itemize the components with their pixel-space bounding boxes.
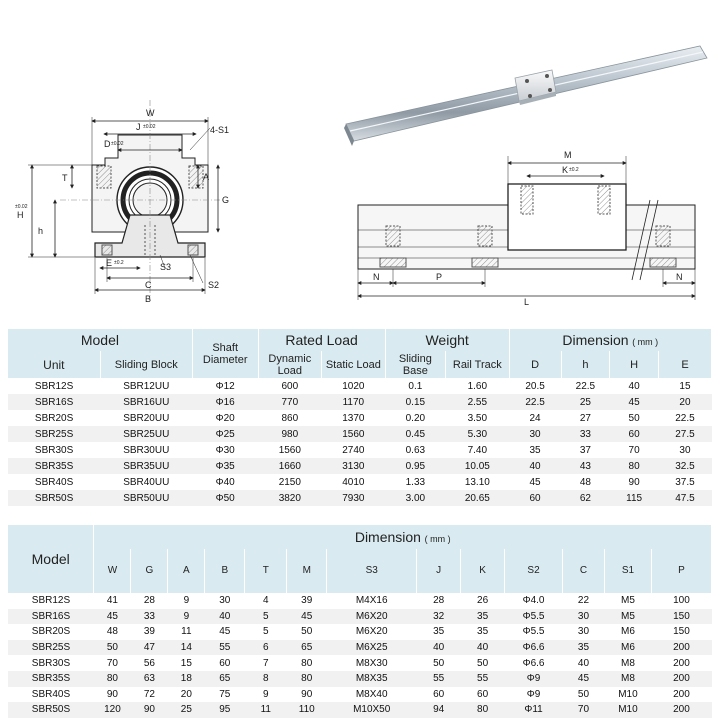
table-cell: 50 — [94, 640, 131, 656]
table-row — [8, 410, 712, 426]
table-cell: Φ25 — [192, 426, 258, 442]
table-cell: 80 — [461, 702, 505, 718]
table-cell: SBR20S — [8, 410, 100, 426]
table-cell: SBR16S — [8, 394, 100, 410]
table-cell: 39 — [287, 593, 327, 609]
table-cell: Φ12 — [192, 378, 258, 394]
table-cell: 14 — [168, 640, 205, 656]
table-cell: 35 — [461, 624, 505, 640]
table-cell: 20.65 — [446, 490, 510, 506]
dim-label-b: B — [145, 294, 152, 304]
table-cell: SBR30S — [8, 442, 100, 458]
table-cell: 22 — [563, 593, 605, 609]
table-cell: 20 — [658, 394, 711, 410]
dim-label-h-upper: H — [17, 210, 24, 220]
table-cell: 60 — [417, 687, 461, 703]
table-cell: 11 — [245, 702, 287, 718]
table-cell: 75 — [205, 687, 245, 703]
table-cell: M6X20 — [327, 624, 417, 640]
table-cell: SBR40UU — [100, 474, 192, 490]
table-cell: M5 — [604, 609, 651, 625]
table-cell: 40 — [205, 609, 245, 625]
table-cell: 70 — [563, 702, 605, 718]
table-cell: 47.5 — [658, 490, 711, 506]
header-shaft-diameter: Shaft Diameter — [192, 329, 258, 378]
table-cell: 30 — [563, 609, 605, 625]
table-cell: 200 — [651, 687, 711, 703]
table-cell: 35 — [509, 442, 561, 458]
table-cell: SBR50S — [8, 490, 100, 506]
table-cell: 70 — [94, 655, 131, 671]
subheader-dimension-col: S3 — [327, 549, 417, 593]
table-row — [8, 640, 712, 656]
table-cell: 30 — [509, 426, 561, 442]
table-cell: SBR35S — [8, 458, 100, 474]
product-photo — [344, 46, 707, 146]
table-row — [8, 474, 712, 490]
table-cell: 95 — [205, 702, 245, 718]
table-cell: SBR50UU — [100, 490, 192, 506]
table-row — [8, 593, 712, 609]
table-cell: Φ50 — [192, 490, 258, 506]
table-cell: SBR12S — [8, 378, 100, 394]
table-cell: 15 — [168, 655, 205, 671]
table-cell: SBR35UU — [100, 458, 192, 474]
table-row — [8, 378, 712, 394]
table-cell: 18 — [168, 671, 205, 687]
subheader-dimension-col: T — [245, 549, 287, 593]
table-cell: 22.5 — [509, 394, 561, 410]
table-cell: 2150 — [258, 474, 322, 490]
table-cell: Φ35 — [192, 458, 258, 474]
table2-subheader-row — [8, 549, 712, 593]
table-cell: 5 — [245, 609, 287, 625]
table-cell: 45 — [94, 609, 131, 625]
table-cell: 6 — [245, 640, 287, 656]
table-cell: 9 — [168, 609, 205, 625]
header-dimension — [509, 329, 711, 351]
header-dimension-label: Dimension — [562, 332, 629, 348]
subheader-dimension-col: K — [461, 549, 505, 593]
dim-label-s3: S3 — [160, 262, 172, 272]
subheader-dimension-col: A — [168, 549, 205, 593]
subheader-dimension-col: G — [131, 549, 168, 593]
subheader-dimension-col: C — [563, 549, 605, 593]
table-cell: SBR20S — [8, 624, 94, 640]
dim-label-t: T — [62, 173, 68, 183]
table-cell: 72 — [131, 687, 168, 703]
table-cell: 4010 — [322, 474, 386, 490]
table-cell: 60 — [509, 490, 561, 506]
table-cell: SBR30UU — [100, 442, 192, 458]
table-cell: 37.5 — [658, 474, 711, 490]
dim-label-l: L — [524, 297, 530, 307]
table-cell: 60 — [461, 687, 505, 703]
dim-label-c: C — [145, 280, 152, 290]
dim-label-s2: S2 — [208, 280, 220, 290]
table-cell: M6X25 — [327, 640, 417, 656]
dim-label-j: J — [136, 122, 141, 132]
table-cell: Φ11 — [505, 702, 563, 718]
table-cell: 5 — [245, 624, 287, 640]
dim-label-n-right: N — [676, 272, 683, 282]
table-cell: 2.55 — [446, 394, 510, 410]
table-cell: M6X20 — [327, 609, 417, 625]
header-dimension-2 — [94, 525, 712, 549]
subheader-sliding-block: Sliding Block — [100, 351, 192, 378]
table-cell: 65 — [205, 671, 245, 687]
table-cell: SBR16S — [8, 609, 94, 625]
table-cell: 0.20 — [385, 410, 445, 426]
technical-drawings — [0, 0, 720, 320]
table-cell: 45 — [610, 394, 659, 410]
table-cell: 45 — [205, 624, 245, 640]
table-cell: 33 — [561, 426, 610, 442]
table-row — [8, 671, 712, 687]
table-cell: 860 — [258, 410, 322, 426]
table-cell: 20 — [168, 687, 205, 703]
table-cell: SBR40S — [8, 474, 100, 490]
table-cell: 4 — [245, 593, 287, 609]
table-cell: Φ9 — [505, 671, 563, 687]
table-row — [8, 458, 712, 474]
table-cell: Φ9 — [505, 687, 563, 703]
table-cell: 35 — [417, 624, 461, 640]
side-view-drawing — [358, 156, 695, 300]
table-cell: 35 — [563, 640, 605, 656]
table-cell: 33 — [131, 609, 168, 625]
table-cell: M6 — [604, 640, 651, 656]
table-cell: 600 — [258, 378, 322, 394]
table-cell: 50 — [610, 410, 659, 426]
table-cell: 8 — [245, 671, 287, 687]
subheader-h-upper: H — [610, 351, 659, 378]
table-cell: 50 — [461, 655, 505, 671]
dim-label-m: M — [564, 150, 572, 160]
table-cell: 11 — [168, 624, 205, 640]
table-cell: SBR12S — [8, 593, 94, 609]
table-cell: 3130 — [322, 458, 386, 474]
subheader-dimension-col: J — [417, 549, 461, 593]
dim-label-k: K — [562, 165, 569, 175]
table-cell: M5 — [604, 593, 651, 609]
table-cell: 55 — [417, 671, 461, 687]
table-row — [8, 702, 712, 718]
table-cell: 20.5 — [509, 378, 561, 394]
subheader-sliding-base: Sliding Base — [385, 351, 445, 378]
header-weight: Weight — [385, 329, 509, 351]
dim-label-n-left: N — [373, 272, 380, 282]
table-cell: 41 — [94, 593, 131, 609]
dim-label-a: A — [203, 172, 210, 182]
dim-label-g: G — [222, 195, 230, 205]
table-cell: M8X35 — [327, 671, 417, 687]
table-cell: 150 — [651, 624, 711, 640]
table-cell: 65 — [287, 640, 327, 656]
table-cell: 9 — [168, 593, 205, 609]
table-cell: 60 — [610, 426, 659, 442]
table-cell: 1020 — [322, 378, 386, 394]
table-cell: SBR12UU — [100, 378, 192, 394]
table-cell: 0.15 — [385, 394, 445, 410]
table-cell: 3.50 — [446, 410, 510, 426]
table-cell: SBR16UU — [100, 394, 192, 410]
subheader-h-lower: h — [561, 351, 610, 378]
subheader-e: E — [658, 351, 711, 378]
table-cell: 28 — [417, 593, 461, 609]
table-cell: M8X30 — [327, 655, 417, 671]
table-cell: Φ4.0 — [505, 593, 563, 609]
table-cell: SBR25S — [8, 426, 100, 442]
dim-label-4s1: 4-S1 — [210, 125, 230, 135]
table-cell: 2740 — [322, 442, 386, 458]
table-cell: 200 — [651, 671, 711, 687]
table-cell: 90 — [94, 687, 131, 703]
table-cell: 25 — [561, 394, 610, 410]
table2-body — [8, 593, 712, 718]
subheader-dimension-col: B — [205, 549, 245, 593]
subheader-dimension-col: S2 — [505, 549, 563, 593]
table-cell: 40 — [461, 640, 505, 656]
table-cell: 13.10 — [446, 474, 510, 490]
table-cell: 100 — [651, 593, 711, 609]
dim-label-e-tol: ±0.2 — [114, 260, 124, 266]
table-cell: 0.63 — [385, 442, 445, 458]
table-cell: 50 — [417, 655, 461, 671]
dim-label-h-tol: ±0.02 — [15, 204, 28, 210]
table-cell: M10X50 — [327, 702, 417, 718]
table-cell: 1560 — [322, 426, 386, 442]
spec-table-load-weight — [8, 329, 712, 506]
table-cell: 27.5 — [658, 426, 711, 442]
table-cell: 24 — [509, 410, 561, 426]
table-cell: 1.60 — [446, 378, 510, 394]
table-cell: Φ16 — [192, 394, 258, 410]
table-cell: M8 — [604, 655, 651, 671]
table-row — [8, 426, 712, 442]
table-row — [8, 655, 712, 671]
subheader-rail-track: Rail Track — [446, 351, 510, 378]
table-cell: 45 — [287, 609, 327, 625]
table-cell: M6 — [604, 624, 651, 640]
table-cell: 1660 — [258, 458, 322, 474]
table-cell: 40 — [417, 640, 461, 656]
dim-label-h: h — [38, 226, 44, 236]
table-cell: 15 — [658, 378, 711, 394]
dim-label-p: P — [436, 272, 443, 282]
table-cell: 22.5 — [561, 378, 610, 394]
table-cell: 5.30 — [446, 426, 510, 442]
table-cell: SBR25S — [8, 640, 94, 656]
subheader-dynamic-load: Dynamic Load — [258, 351, 322, 378]
table-cell: 115 — [610, 490, 659, 506]
table-cell: 9 — [245, 687, 287, 703]
table-cell: 80 — [94, 671, 131, 687]
subheader-dimension-col: W — [94, 549, 131, 593]
table-cell: 1560 — [258, 442, 322, 458]
table-cell: 43 — [561, 458, 610, 474]
table-cell: 770 — [258, 394, 322, 410]
table-cell: 200 — [651, 655, 711, 671]
table-cell: 55 — [205, 640, 245, 656]
table-cell: 62 — [561, 490, 610, 506]
table-cell: 0.1 — [385, 378, 445, 394]
dim-label-d: D — [104, 139, 111, 149]
table-cell: SBR35S — [8, 671, 94, 687]
table-cell: M10 — [604, 687, 651, 703]
table-cell: 110 — [287, 702, 327, 718]
table-cell: 200 — [651, 640, 711, 656]
table-cell: 120 — [94, 702, 131, 718]
table-cell: 50 — [563, 687, 605, 703]
end-view-drawing — [28, 100, 225, 300]
table-cell: SBR40S — [8, 687, 94, 703]
table-row — [8, 609, 712, 625]
table-cell: 60 — [205, 655, 245, 671]
table-cell: 45 — [563, 671, 605, 687]
table-cell: 0.45 — [385, 426, 445, 442]
subheader-dimension-col: S1 — [604, 549, 651, 593]
table-cell: 22.5 — [658, 410, 711, 426]
table-cell: 48 — [561, 474, 610, 490]
table-cell: 27 — [561, 410, 610, 426]
dim-label-j-tol: ±0.02 — [143, 124, 156, 130]
subheader-static-load: Static Load — [322, 351, 386, 378]
table-cell: M4X16 — [327, 593, 417, 609]
dim-label-d-tol: ±0.02 — [111, 141, 124, 147]
dim-label-w: W — [146, 108, 155, 118]
table-cell: 40 — [610, 378, 659, 394]
table-cell: 32 — [417, 609, 461, 625]
table-cell: SBR50S — [8, 702, 94, 718]
table-cell: 70 — [610, 442, 659, 458]
table-cell: 80 — [287, 655, 327, 671]
table-cell: SBR20UU — [100, 410, 192, 426]
table-cell: Φ40 — [192, 474, 258, 490]
table-cell: 30 — [563, 624, 605, 640]
table-cell: Φ30 — [192, 442, 258, 458]
table-cell: 10.05 — [446, 458, 510, 474]
table-cell: 35 — [461, 609, 505, 625]
table-cell: Φ5.5 — [505, 624, 563, 640]
table-cell: 48 — [94, 624, 131, 640]
table-cell: Φ6.6 — [505, 655, 563, 671]
table-cell: Φ6.6 — [505, 640, 563, 656]
table-row — [8, 442, 712, 458]
table-cell: 56 — [131, 655, 168, 671]
table-cell: 30 — [658, 442, 711, 458]
subheader-dimension-col: M — [287, 549, 327, 593]
table-cell: SBR25UU — [100, 426, 192, 442]
table-cell: 30 — [205, 593, 245, 609]
header-dimension-2-unit: ( mm ) — [424, 534, 451, 544]
table-cell: 40 — [509, 458, 561, 474]
table-cell: 1.33 — [385, 474, 445, 490]
table-row — [8, 624, 712, 640]
dim-label-e: E — [106, 258, 113, 268]
table-cell: 39 — [131, 624, 168, 640]
table-cell: 7930 — [322, 490, 386, 506]
header-dimension-unit: ( mm ) — [632, 337, 659, 347]
table-cell: 26 — [461, 593, 505, 609]
spec-table-dimensions — [8, 525, 712, 718]
table-cell: 63 — [131, 671, 168, 687]
table-row — [8, 394, 712, 410]
table-cell: 200 — [651, 702, 711, 718]
table-cell: 3.00 — [385, 490, 445, 506]
table-cell: 3820 — [258, 490, 322, 506]
table-cell: 32.5 — [658, 458, 711, 474]
table-cell: 94 — [417, 702, 461, 718]
table-cell: 90 — [610, 474, 659, 490]
subheader-unit: Unit — [8, 351, 100, 378]
table-cell: 25 — [168, 702, 205, 718]
subheader-dimension-col: P — [651, 549, 711, 593]
subheader-d: D — [509, 351, 561, 378]
table-cell: 90 — [131, 702, 168, 718]
table-cell: 50 — [287, 624, 327, 640]
table-cell: 980 — [258, 426, 322, 442]
header-model-2: Model — [8, 525, 94, 593]
table-cell: Φ5.5 — [505, 609, 563, 625]
table-cell: 28 — [131, 593, 168, 609]
table-cell: 1370 — [322, 410, 386, 426]
table-row — [8, 687, 712, 703]
dim-label-k-tol: ±0.2 — [569, 167, 579, 173]
table-cell: 80 — [287, 671, 327, 687]
table-cell: M10 — [604, 702, 651, 718]
table-cell: 37 — [561, 442, 610, 458]
table-cell: 150 — [651, 609, 711, 625]
table-row — [8, 490, 712, 506]
table-cell: 1170 — [322, 394, 386, 410]
table-cell: 40 — [563, 655, 605, 671]
table-cell: 45 — [509, 474, 561, 490]
header-model: Model — [8, 329, 192, 351]
table-cell: 55 — [461, 671, 505, 687]
table-cell: 80 — [610, 458, 659, 474]
table-cell: 0.95 — [385, 458, 445, 474]
header-rated-load: Rated Load — [258, 329, 385, 351]
table-cell: Φ20 — [192, 410, 258, 426]
table-cell: M8 — [604, 671, 651, 687]
table-cell: 90 — [287, 687, 327, 703]
table1-body — [8, 378, 712, 506]
table-cell: 7 — [245, 655, 287, 671]
table-cell: 47 — [131, 640, 168, 656]
table-cell: M8X40 — [327, 687, 417, 703]
table-cell: SBR30S — [8, 655, 94, 671]
table-cell: 7.40 — [446, 442, 510, 458]
header-dimension-2-label: Dimension — [354, 529, 421, 545]
